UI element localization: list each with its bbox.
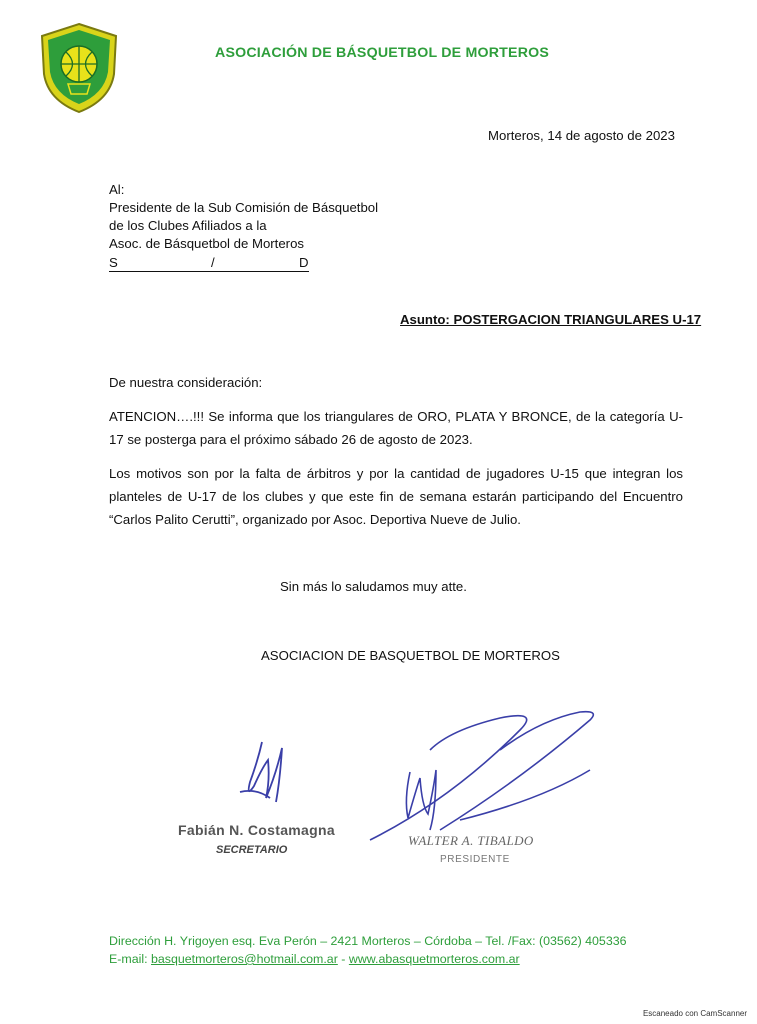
sd-line: [109, 254, 309, 272]
recipient-block: [109, 181, 378, 253]
footer-email-link[interactable]: basquetmorteros@hotmail.com.ar: [151, 952, 338, 966]
signature-scribble-left: [240, 742, 282, 802]
footer-email-label: E-mail:: [109, 952, 148, 966]
footer-contact-line: [109, 950, 627, 968]
club-crest-logo: [38, 22, 120, 114]
sd-mid: /: [211, 255, 215, 270]
footer-block: [109, 932, 627, 968]
recipient-line: de los Clubes Afiliados a la: [109, 218, 267, 233]
scanner-watermark: Escaneado con CamScanner: [642, 1009, 747, 1018]
letter-subject: Asunto: POSTERGACION TRIANGULARES U-17: [400, 312, 702, 327]
signature-right-name: WALTER A. TIBALDO: [408, 833, 534, 848]
sd-left: S: [109, 255, 118, 270]
signature-left-name: Fabián N. Costamagna: [178, 822, 335, 838]
org-signature-line: ASOCIACION DE BASQUETBOL DE MORTEROS: [261, 648, 560, 663]
recipient-line: Al:: [109, 182, 125, 197]
signature-scribble-right: [370, 712, 593, 840]
letter-closing: Sin más lo saludamos muy atte.: [280, 579, 467, 594]
footer-website-link[interactable]: www.abasquetmorteros.com.ar: [348, 952, 520, 966]
recipient-line: Asoc. de Básquetbol de Morteros: [109, 236, 304, 251]
footer-address: Dirección H. Yrigoyen esq. Eva Perón – 2421 Morteros – Córdoba – Tel. /Fax: (03562) 405336: [109, 934, 627, 948]
recipient-line: Presidente de la Sub Comisión de Básquetbol: [109, 200, 379, 215]
footer-separator: -: [341, 952, 346, 966]
signatures-area: [0, 690, 757, 880]
signature-left-title: SECRETARIO: [216, 844, 288, 856]
letter-date: Morteros, 14 de agosto de 2023: [488, 128, 675, 143]
letter-paragraph-1: ATENCION….!!! Se informa que los triangulares de ORO, PLATA Y BRONCE, de la categoría U-17 se posterga para el próximo sábado 26 de agosto de 2023.: [109, 409, 683, 447]
sd-right: D: [299, 255, 309, 270]
letter-greeting: De nuestra consideración:: [109, 375, 263, 390]
org-header-title: ASOCIACIÓN DE BÁSQUETBOL DE MORTEROS: [215, 45, 550, 61]
letter-paragraph-2: Los motivos son por la falta de árbitros y por la cantidad de jugadores U-15 que integran los planteles de U-17 de los clubes y que este fin de semana estarán participando del Encuentro “Carlos Palito Cerutti”, organizado por Asoc. Deportiva Nueve de Julio.: [109, 466, 683, 527]
signature-right-title: PRESIDENTE: [440, 854, 510, 865]
